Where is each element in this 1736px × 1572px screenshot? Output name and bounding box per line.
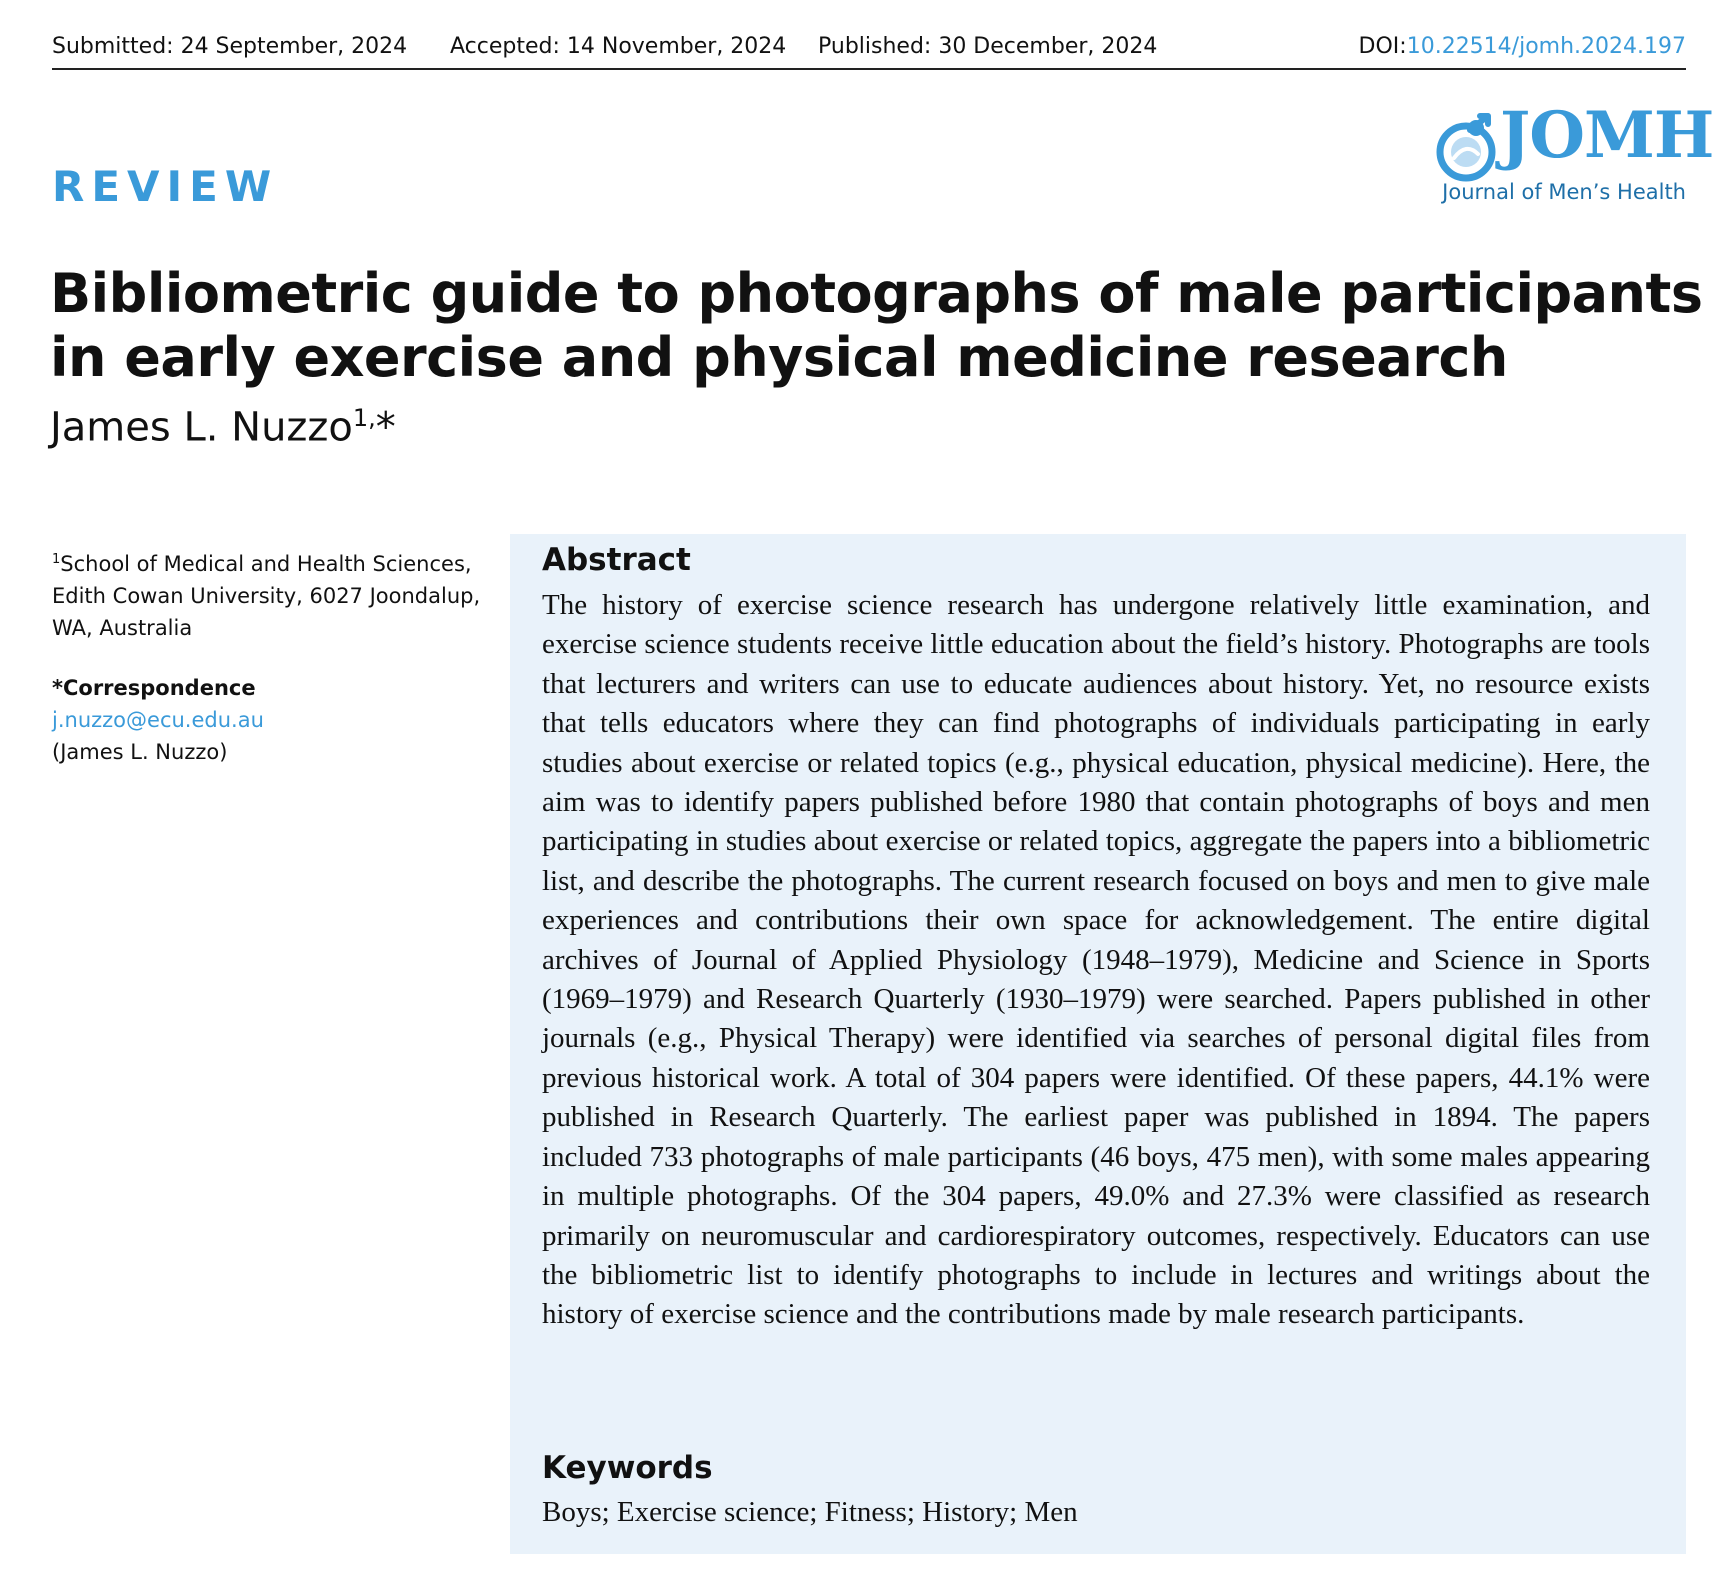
article-title: Bibliometric guide to photographs of male participants in early exercise and physical medicine research [50, 262, 1703, 389]
correspondence [52, 672, 492, 768]
journal-full-name: Journal of Men’s Health [1442, 180, 1686, 204]
author-name: James L. Nuzzo [50, 404, 353, 451]
submitted-date: Submitted: 24 September, 2024 [52, 34, 408, 59]
affiliation-number: 1 [52, 552, 61, 567]
author-line [50, 404, 396, 450]
abstract-panel [510, 534, 1686, 1554]
doi-link[interactable]: 10.22514/jomh.2024.197 [1406, 34, 1686, 59]
journal-logo-icon [1430, 112, 1502, 184]
accepted-date: Accepted: 14 November, 2024 [450, 34, 787, 59]
journal-logo[interactable] [1424, 98, 1714, 210]
abstract-heading: Abstract [542, 542, 691, 578]
doi [1359, 34, 1686, 59]
corresponding-mark: * [375, 404, 396, 451]
keywords-heading: Keywords [542, 1450, 713, 1486]
affiliation [52, 544, 492, 644]
journal-logo-name: JOMH [1500, 98, 1714, 173]
author-affiliation-mark: 1, [352, 404, 376, 432]
article-type-label: REVIEW [52, 162, 279, 211]
correspondence-label: *Correspondence [52, 676, 256, 700]
keywords-text: Boys; Exercise science; Fitness; History; Men [542, 1496, 1078, 1528]
affiliation-text: School of Medical and Health Sciences, Edith Cowan University, 6027 Joondalup, WA, Australia [52, 552, 481, 640]
correspondence-email[interactable]: j.nuzzo@ecu.edu.au [52, 708, 264, 732]
abstract-text: The history of exercise science research has undergone relatively little examination, and exercise science students receive little education about the field’s history. Photographs are tools that lecturers and writers can use to educate audiences about history. Yet, no resource exists that tells educators where they can find photographs of individuals participating in early studies about exercise or related topics (e.g., physical education, physical medicine). Here, the aim was to identify papers published before 1980 that contain photographs of boys and men participating in studies about exercise or related topics, aggregate the papers into a bibliometric list, and describe the photographs. The current research focused on boys and men to give male experiences and contributions their own space for acknowledgement. The entire digital archives of Journal of Applied Physiology (1948–1979), Medicine and Science in Sports (1969–1979) and Research Quarterly (1930–1979) were searched. Papers published in other journals (e.g., Physical Therapy) were identified via searches of personal digital files from previous historical work. A total of 304 papers were identified. Of these papers, 44.1% were published in Research Quarterly. The earliest paper was published in 1894. The papers included 733 photographs of male participants (46 boys, 475 men), with some males appearing in multiple photographs. Of the 304 papers, 49.0% and 27.3% were classified as research primarily on neuromuscular and cardiorespiratory outcomes, respectively. Educators can use the bibliometric list to identify photographs to include in lectures and writings about the history of exercise science and the contributions made by male research participants. [542, 589, 1650, 1331]
correspondence-name: (James L. Nuzzo) [52, 740, 228, 764]
published-date: Published: 30 December, 2024 [818, 34, 1158, 59]
doi-label: DOI: [1358, 34, 1407, 59]
publication-dates-bar [52, 30, 1686, 70]
